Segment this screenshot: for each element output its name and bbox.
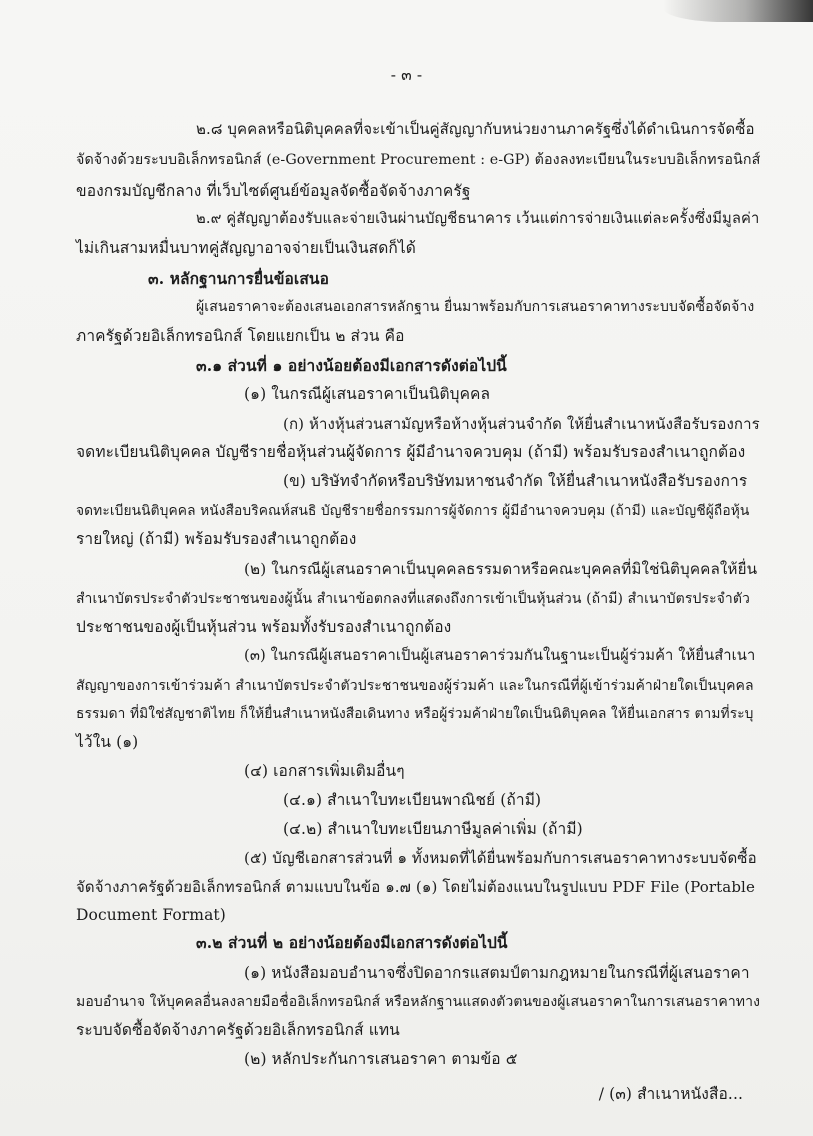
item-1-a: (ก) ห้างหุ้นส่วนสามัญหรือห้างหุ้นส่วนจำกัด ให้ยื่นสำเนาหนังสือรับรองการ xyxy=(283,415,760,433)
para-text: จัดจ้างด้วยระบบอิเล็กทรอนิกส์ (e-Government Procurement : e-GP) ต้องลงทะเบียนในระบบอิเล็กทรอนิกส์ xyxy=(76,152,761,168)
item-5: (๕) บัญชีเอกสารส่วนที่ ๑ ทั้งหมดที่ได้ยื่นพร้อมกับการเสนอราคาทางระบบจัดซื้อ xyxy=(244,849,757,867)
para-text: จัดจ้างภาครัฐด้วยอิเล็กทรอนิกส์ ตามแบบในข้อ ๑.๗ (๑) โดยไม่ต้องแนบในรูปแบบ PDF File (Portable xyxy=(76,878,755,896)
para-text: Document Format) xyxy=(76,906,226,924)
item-3: (๓) ในกรณีผู้เสนอราคาเป็นผู้เสนอราคาร่วมกันในฐานะเป็นผู้ร่วมค้า ให้ยื่นสำเนา xyxy=(244,647,756,664)
continuation-note: / (๓) สำเนาหนังสือ... xyxy=(598,1085,743,1103)
section-3-2-heading: ๓.๒ ส่วนที่ ๒ อย่างน้อยต้องมีเอกสารดังต่อไปนี้ xyxy=(196,933,508,952)
para-text: ของกรมบัญชีกลาง ที่เว็บไซต์ศูนย์ข้อมูลจัดซื้อจัดจ้างภาครัฐ xyxy=(76,182,471,200)
section-3-heading: ๓. หลักฐานการยื่นข้อเสนอ xyxy=(148,269,329,288)
para-2-9: ๒.๙ คู่สัญญาต้องรับและจ่ายเงินผ่านบัญชีธนาคาร เว้นแต่การจ่ายเงินแต่ละครั้งซึ่งมีมูลค่า xyxy=(196,210,760,227)
item-1-b: (ข) บริษัทจำกัดหรือบริษัทมหาชนจำกัด ให้ยื่นสำเนาหนังสือรับรองการ xyxy=(283,472,748,490)
section-3-1-heading: ๓.๑ ส่วนที่ ๑ อย่างน้อยต้องมีเอกสารดังต่อไปนี้ xyxy=(196,356,507,375)
para-text: ภาครัฐด้วยอิเล็กทรอนิกส์ โดยแยกเป็น ๒ ส่วน คือ xyxy=(76,327,405,345)
para-text: ธรรมดา ที่มิใช่สัญชาติไทย ก็ให้ยื่นสำเนาหนังสือเดินทาง หรือผู้ร่วมค้าฝ่ายใดเป็นนิติบุคคล ให้ยื่นเอกสาร ตามที่ระบุ xyxy=(76,706,754,722)
page-corner-shadow xyxy=(663,0,813,22)
para-text: ระบบจัดซื้อจัดจ้างภาครัฐด้วยอิเล็กทรอนิกส์ แทน xyxy=(76,1021,400,1039)
item-4-2: (๔.๒) สำเนาใบทะเบียนภาษีมูลค่าเพิ่ม (ถ้ามี) xyxy=(283,820,583,838)
item-4: (๔) เอกสารเพิ่มเติมอื่นๆ xyxy=(244,762,405,780)
para-text: สำเนาบัตรประจำตัวประชาชนของผู้นั้น สำเนาข้อตกลงที่แสดงถึงการเข้าเป็นหุ้นส่วน (ถ้ามี) สำเนาบัตรประจำตัว xyxy=(76,591,751,607)
item-4-1: (๔.๑) สำเนาใบทะเบียนพาณิชย์ (ถ้ามี) xyxy=(283,791,542,809)
para-2-8: ๒.๘ บุคคลหรือนิติบุคคลที่จะเข้าเป็นคู่สัญญากับหน่วยงานภาครัฐซึ่งได้ดำเนินการจัดซื้อ xyxy=(196,120,755,138)
para-text: มอบอำนาจ ให้บุคคลอื่นลงลายมือชื่ออิเล็กทรอนิกส์ หรือหลักฐานแสดงตัวตนของผู้เสนอราคาในการเสนอราคาทาง xyxy=(76,994,761,1010)
para-text: ไว้ใน (๑) xyxy=(76,733,139,751)
page-number: - ๓ - xyxy=(390,66,423,84)
para-text: จดทะเบียนนิติบุคคล หนังสือบริคณห์สนธิ บัญชีรายชื่อกรรมการผู้จัดการ ผู้มีอำนาจควบคุม (ถ้ามี) และบัญชีผู้ถือหุ้น xyxy=(76,503,750,519)
para-text: ไม่เกินสามหมื่นบาทคู่สัญญาอาจจ่ายเป็นเงินสดก็ได้ xyxy=(76,239,416,257)
para-text: รายใหญ่ (ถ้ามี) พร้อมรับรองสำเนาถูกต้อง xyxy=(76,530,357,548)
para-text: จดทะเบียนนิติบุคคล บัญชีรายชื่อหุ้นส่วนผู้จัดการ ผู้มีอำนาจควบคุม (ถ้ามี) พร้อมรับรองสำเนาถูกต้อง xyxy=(76,443,746,461)
para-text: ประชาชนของผู้เป็นหุ้นส่วน พร้อมทั้งรับรองสำเนาถูกต้อง xyxy=(76,618,452,636)
item-3-2-1: (๑) หนังสือมอบอำนาจซึ่งปิดอากรแสตมป์ตามกฎหมายในกรณีที่ผู้เสนอราคา xyxy=(244,964,750,982)
item-2: (๒) ในกรณีผู้เสนอราคาเป็นบุคคลธรรมดาหรือคณะบุคคลที่มิใช่นิติบุคคลให้ยื่น xyxy=(244,560,758,578)
item-1: (๑) ในกรณีผู้เสนอราคาเป็นนิติบุคคล xyxy=(244,385,491,403)
para-text: ผู้เสนอราคาจะต้องเสนอเอกสารหลักฐาน ยื่นมาพร้อมกับการเสนอราคาทางระบบจัดซื้อจัดจ้าง xyxy=(196,299,755,315)
para-text: สัญญาของการเข้าร่วมค้า สำเนาบัตรประจำตัวประชาชนของผู้ร่วมค้า และในกรณีที่ผู้เข้าร่วมค้าฝ่ายใดเป็นบุคคล xyxy=(76,678,754,694)
item-3-2-2: (๒) หลักประกันการเสนอราคา ตามข้อ ๕ xyxy=(244,1050,518,1068)
